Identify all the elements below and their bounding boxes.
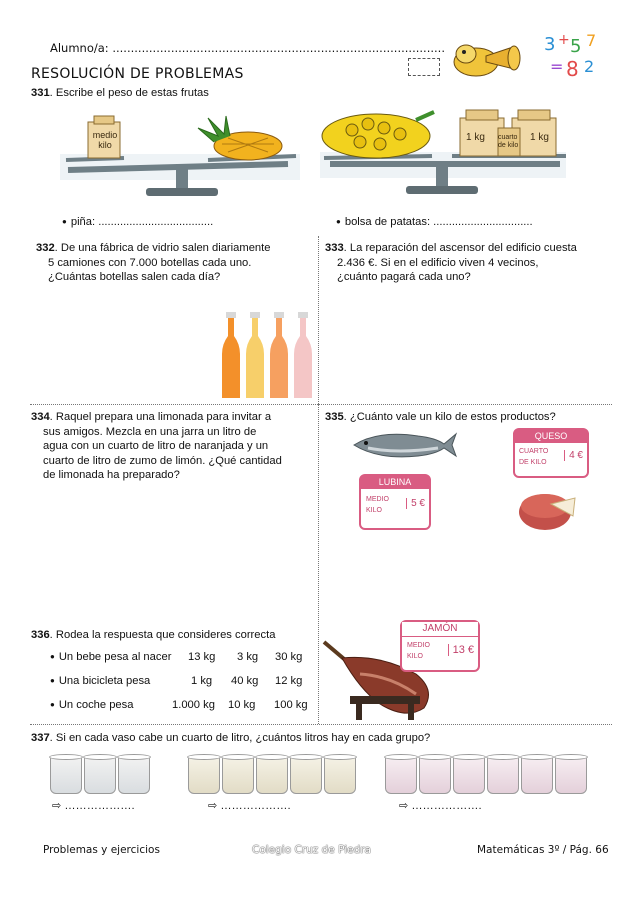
problem-334-line3: agua con un cuarto de litro de naranjada y un (43, 440, 269, 452)
problem-336-statement (31, 628, 275, 643)
p337-answer-2[interactable] (208, 799, 291, 814)
scale1-weight-line1: medio (92, 130, 118, 140)
queso-qty (519, 446, 548, 468)
lubina-price-tag (359, 474, 431, 530)
problem-332-line3: ¿Cuántas botellas salen cada día? (48, 271, 221, 283)
footer-right: Matemáticas 3º / Pág. 66 (477, 844, 609, 856)
problem-334 (31, 410, 316, 483)
problem-334-number: 334 (31, 411, 50, 423)
grade-box[interactable] (408, 58, 440, 76)
problem-333-line1: . La reparación del ascensor del edificio cuesta (343, 242, 577, 254)
p337-answer-3-line[interactable]: ………………. (411, 800, 482, 812)
problem-333-number: 333 (325, 242, 344, 254)
glass-icon (324, 756, 356, 794)
problem-333-line3: ¿cuánto pagará cada uno? (337, 271, 471, 283)
weight-1kg-a: 1 kg (466, 132, 485, 143)
problem-332-line1: . De una fábrica de vidrio salen diariamente (54, 242, 271, 254)
cheese-illustration (515, 484, 579, 534)
problem-336-text: . Rodea la respuesta que consideres correcta (49, 629, 276, 641)
student-name-line[interactable]: Alumno/a: ........................................................................................... (50, 41, 445, 55)
scale-potatoes-illustration (316, 100, 570, 200)
p337-answer-2-line[interactable]: ………………. (220, 800, 291, 812)
p336-row-3-option-b[interactable]: 10 kg (228, 699, 256, 711)
glass-icon (290, 756, 322, 794)
p336-row-1-item: ● Un bebe pesa al nacer (50, 651, 171, 663)
problem-335-number: 335 (325, 411, 344, 423)
glass-icon (487, 756, 519, 794)
p337-answer-1[interactable] (52, 799, 135, 814)
arrow-right-icon: ⇨ (208, 800, 218, 812)
jamon-qty (407, 640, 430, 662)
glass-icon (419, 756, 451, 794)
problem-335-text: . ¿Cuánto vale un kilo de estos productos? (343, 411, 556, 423)
svg-text:=: = (550, 57, 564, 76)
problem-334-line2: sus amigos. Mezcla en una jarra un litro de (43, 425, 257, 438)
glass-icon (118, 756, 150, 794)
problem-334-line1: . Raquel prepara una limonada para invitar a (49, 411, 272, 423)
answer-pina[interactable]: ● piña: ..................................... (62, 215, 213, 231)
problem-332-line2: 5 camiones con 7.000 botellas cada uno. (48, 256, 252, 269)
lubina-price: 5 € (406, 498, 425, 509)
weight-cuarto-line1: cuarto (498, 134, 518, 141)
answer-patatas-wrap (336, 215, 533, 231)
queso-qty-line2: DE KILO (519, 459, 547, 466)
glass-icon (385, 756, 417, 794)
lubina-qty-line2: KILO (366, 507, 382, 514)
p337-answer-3[interactable] (399, 799, 482, 814)
divider-vertical-bottom (318, 404, 319, 724)
p336-row-2-item: ● Una bicicleta pesa (50, 675, 150, 687)
p336-row-3-option-a[interactable]: 1.000 kg (172, 699, 215, 711)
jamon-qty-line1: MEDIO (407, 642, 430, 649)
p337-answer-1-line[interactable]: ………………. (64, 800, 135, 812)
problem-336-number: 336 (31, 629, 50, 641)
arrow-right-icon: ⇨ (399, 800, 409, 812)
queso-title: QUESO (515, 430, 587, 443)
p336-row-2-option-a[interactable]: 1 kg (191, 675, 213, 687)
scale1-weight-label (90, 130, 120, 150)
glass-icon (222, 756, 254, 794)
scale-pineapple-illustration (58, 104, 308, 202)
math-numbers-icon (540, 28, 606, 82)
jamon-title: JAMÓN (402, 622, 478, 637)
weight-cuarto-line2: de kilo (498, 142, 519, 149)
arrow-right-icon: ⇨ (52, 800, 62, 812)
problem-332 (36, 241, 316, 285)
glass-icon (453, 756, 485, 794)
glass-icon (84, 756, 116, 794)
problem-337-text: . Si en cada vaso cabe un cuarto de litro, ¿cuántos litros hay en cada grupo? (49, 732, 431, 744)
p336-row-1-option-c[interactable]: 30 kg (275, 651, 303, 663)
glass-icon (256, 756, 288, 794)
problem-332-number: 332 (36, 242, 55, 254)
bottles-illustration (220, 308, 316, 402)
problem-337-number: 337 (31, 732, 50, 744)
svg-text:+: + (558, 32, 570, 48)
queso-price: 4 € (564, 450, 583, 461)
jamon-qty-line2: KILO (407, 653, 423, 660)
problem-333 (325, 241, 625, 285)
problem-333-line2: 2.436 €. Si en el edificio viven 4 vecinos, (337, 256, 539, 269)
footer-left: Problemas y ejercicios (43, 844, 160, 856)
answer-patatas[interactable]: ● bolsa de patatas: ................................ (336, 216, 533, 228)
problem-334-line4: cuarto de litro de zumo de limón. ¿Qué cantidad (43, 454, 282, 467)
problem-331-number: 331 (31, 87, 50, 99)
glass-icon (521, 756, 553, 794)
glass-icon (555, 756, 587, 794)
svg-text:7: 7 (586, 31, 597, 50)
section-title: RESOLUCIÓN DE PROBLEMAS (31, 66, 244, 82)
scale1-weight-line2: kilo (98, 140, 112, 150)
svg-text:5: 5 (570, 36, 582, 57)
svg-text:2: 2 (584, 57, 595, 76)
footer-center: Colegio Cruz de Piedra (252, 844, 371, 856)
jamon-price: 13 € (448, 644, 474, 656)
problem-331-text: . Escribe el peso de estas frutas (49, 87, 209, 99)
weight-1kg-b: 1 kg (530, 132, 549, 143)
p336-row-3-item: ● Un coche pesa (50, 699, 133, 711)
glass-icon (50, 756, 82, 794)
p336-row-3-option-c[interactable]: 100 kg (274, 699, 308, 711)
p336-row-1-option-a[interactable]: 13 kg (188, 651, 216, 663)
divider-vertical-top (318, 236, 319, 404)
p336-row-1-option-b[interactable]: 3 kg (237, 651, 259, 663)
lubina-qty (366, 494, 389, 516)
p336-row-2-option-b[interactable]: 40 kg (231, 675, 259, 687)
lubina-qty-line1: MEDIO (366, 496, 389, 503)
svg-text:3: 3 (544, 34, 556, 55)
problem-331-statement (31, 86, 209, 101)
fish-illustration (348, 428, 458, 462)
problem-337-statement (31, 731, 430, 746)
weight-cuarto (498, 134, 518, 150)
cartoon-trumpet-icon (448, 34, 526, 82)
problem-335-statement (325, 410, 556, 425)
svg-text:8: 8 (566, 57, 579, 81)
jamon-price-tag (400, 620, 480, 672)
queso-price-tag (513, 428, 589, 478)
p336-row-2-option-c[interactable]: 12 kg (275, 675, 303, 687)
queso-qty-line1: CUARTO (519, 448, 549, 455)
problem-334-line5: de limonada ha preparado? (43, 469, 180, 481)
divider-horizontal-1 (30, 404, 612, 405)
glass-icon (188, 756, 220, 794)
lubina-title: LUBINA (361, 476, 429, 489)
divider-horizontal-2 (30, 724, 612, 725)
